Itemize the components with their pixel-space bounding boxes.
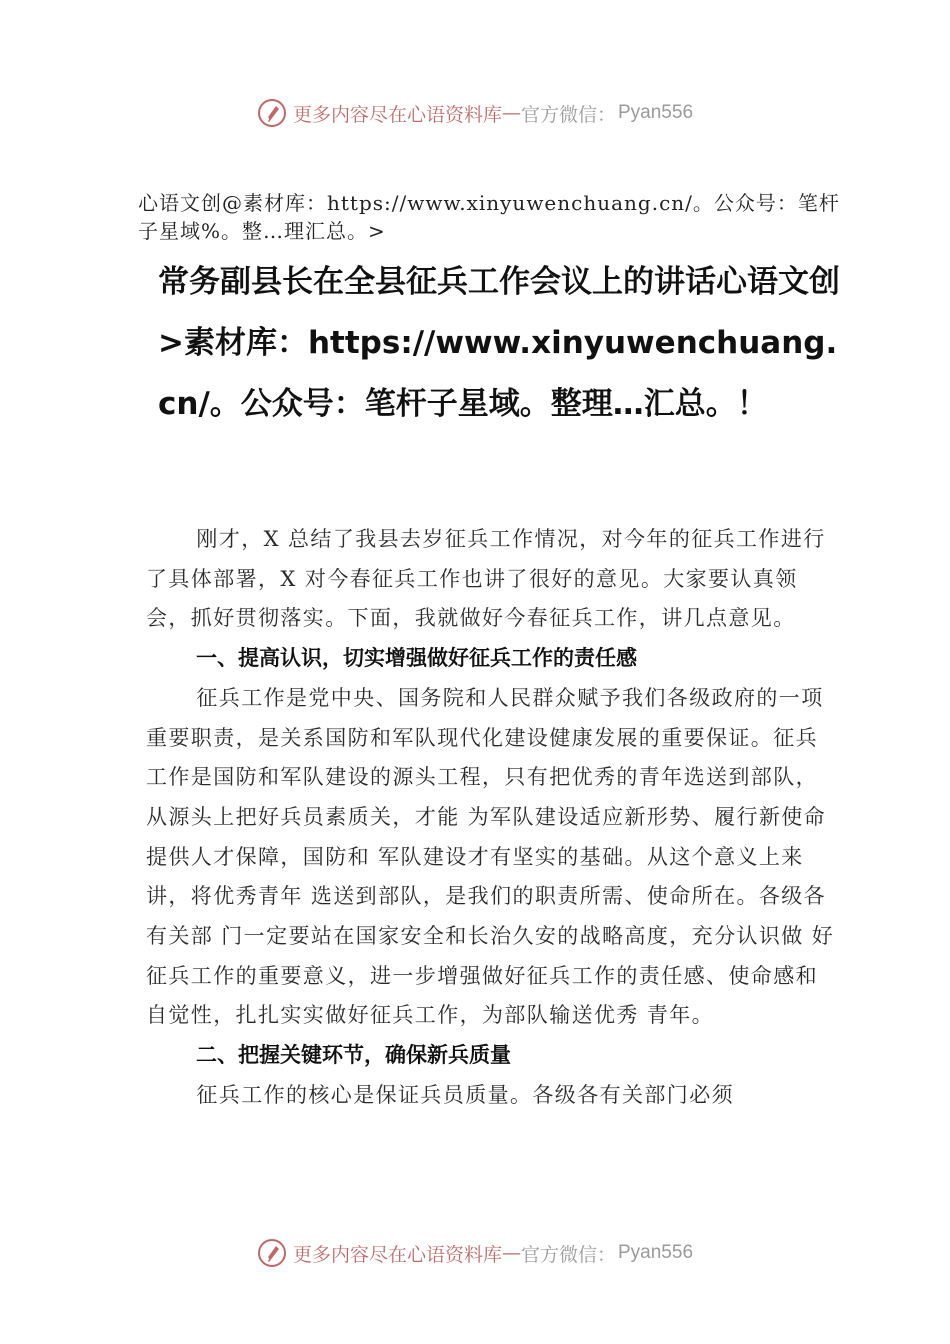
banner-text: 更多内容尽在心语资料库 — [292, 1243, 502, 1266]
banner-separator: — — [501, 1242, 521, 1264]
section-heading-2: 二、把握关键环节，确保新兵质量 — [196, 1043, 511, 1068]
paragraph-section-1: 征兵工作是党中央、国务院和人民群众赋予我们各级政府的一项重要职责，是关系国防和军队现代化建设健康发展的重要保证。征兵工作是国防和军队建设的源头工程，只有把优秀的青年选送到部队，从源头上把好兵员素质关，才能 为军队建设适应新形势、履行新使命提供人才保障，国防和 军队建设才有坚实的基础。从这个意义上来讲，将优秀青年 选送到部队，是我们的职责所需、使命所在。各级各有关部 门一定要站在国家安全和长治久安的战略高度，充分认识做 好征兵工作的重要意义，进一步增强做好征兵工作的责任感、使命感和自觉性，扎扎实实做好征兵工作，为部队输送优秀 青年。 — [146, 685, 835, 1028]
banner-separator: — — [501, 102, 521, 124]
document-body — [146, 520, 836, 1116]
section-heading-1: 一、提高认识，切实增强做好征兵工作的责任感 — [196, 646, 637, 671]
banner-wechat-label: 官方微信： — [520, 103, 616, 126]
document-title: 常务副县长在全县征兵工作会议上的讲话心语文创>素材库：https://www.xinyuwenchuang.cn/。公众号：笔杆子星域。整理…汇总。！ — [158, 264, 840, 422]
paragraph-intro: 刚才，X 总结了我县去岁征兵工作情况，对今年的征兵工作进行了具体部署，X 对今春征兵工作也讲了很好的意见。大家要认真领会，抓好贯彻落实。下面，我就做好今春征兵工作，讲几点意见。 — [146, 527, 826, 631]
pen-nib-logo-icon — [257, 1238, 287, 1268]
header-note: 心语文创@素材库：https://www.xinyuwenchuang.cn/。公众号：笔杆子星域%。整…理汇总。> — [138, 191, 840, 243]
footer-banner — [0, 1233, 950, 1273]
header-banner — [0, 93, 950, 133]
banner-text: 更多内容尽在心语资料库 — [292, 103, 502, 126]
paragraph-section-2: 征兵工作的核心是保证兵员质量。各级各有关部门必须 — [196, 1082, 734, 1107]
pen-nib-logo-icon — [257, 98, 287, 128]
banner-wechat-id: Pyan556 — [618, 1242, 694, 1263]
banner-wechat-id: Pyan556 — [618, 102, 694, 123]
banner-wechat-label: 官方微信： — [520, 1243, 616, 1266]
